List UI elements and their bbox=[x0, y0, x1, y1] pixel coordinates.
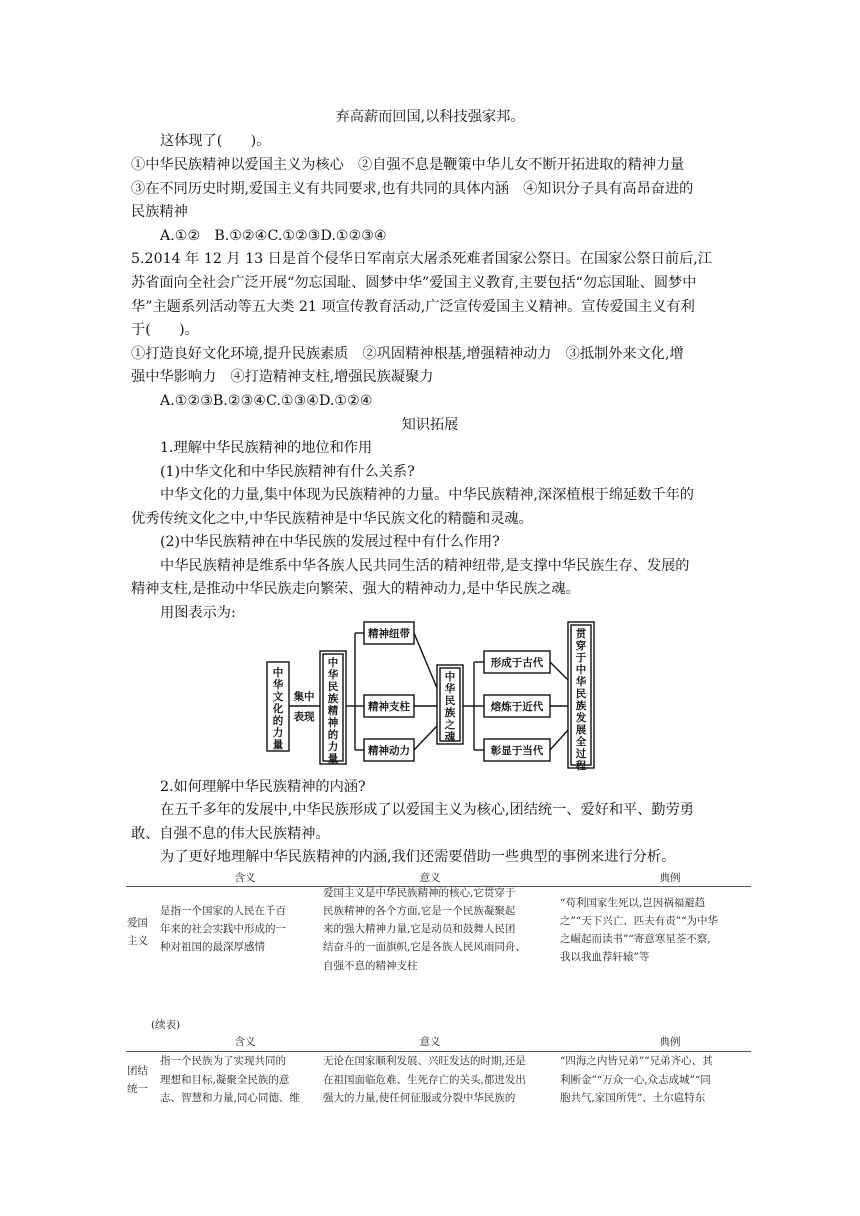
question4-option-line: 民族精神 bbox=[131, 204, 188, 220]
table-cell: 无论在国家顺利发展、兴旺发达的时期,还是 bbox=[323, 1055, 526, 1067]
diagram-label: 华 bbox=[444, 683, 456, 695]
table-cell: 利断金”“万众一心,众志成城”“同 bbox=[560, 1074, 711, 1086]
table-header-meaning: 含义 bbox=[234, 872, 256, 884]
question5-stem: 华”主题系列活动等五大类 21 项宣传教育活动,广泛宣传爱国主义精神。宣传爱国主义有利 bbox=[131, 299, 695, 315]
diagram-label: 力 bbox=[272, 727, 284, 739]
diagram-label: 精神支柱 bbox=[368, 701, 410, 713]
question5-stem: 苏省面向全社会广泛开展“勿忘国耻、圆梦中华”爱国主义教育,主要包括“勿忘国耻、圆梦中 bbox=[131, 275, 697, 291]
diagram-label: 中 bbox=[444, 671, 456, 683]
diagram-label: 发 bbox=[575, 712, 587, 724]
diagram-label: 族 bbox=[444, 707, 456, 719]
diagram-label: 全 bbox=[575, 736, 587, 748]
diagram-label: 族 bbox=[575, 700, 587, 712]
table-header-examples: 典例 bbox=[659, 1036, 681, 1048]
table-header-significance: 意义 bbox=[419, 1036, 441, 1048]
paragraph-line: 精神支柱,是推动中华民族走向繁荣、强大的精神动力,是中华民族之魂。 bbox=[131, 581, 580, 597]
table-cell: 之崛起而读书”“寄意寒星荃不察, bbox=[560, 933, 711, 945]
paragraph-line: 中华文化的力量,集中体现为民族精神的力量。中华民族精神,深深植根于绵延数千年的 bbox=[160, 487, 694, 503]
diagram-label: 族 bbox=[327, 693, 339, 705]
paragraph-line: 中华民族精神是维系中华各族人民共同生活的精神纽带,是支撑中华民族生存、发展的 bbox=[160, 558, 690, 574]
diagram-label: 中 bbox=[272, 667, 284, 679]
question-text: (1)中华文化和中华民族精神有什么关系? bbox=[160, 464, 415, 480]
diagram-label-concentrated: 集中 bbox=[293, 691, 315, 703]
table-header-meaning: 含义 bbox=[234, 1036, 256, 1048]
diagram-label: 民 bbox=[327, 681, 339, 693]
paragraph-line: 敢、自强不息的伟大民族精神。 bbox=[131, 826, 330, 842]
paragraph-line: 在五千多年的发展中,中华民族形成了以爱国主义为核心,团结统一、爱好和平、勤劳勇 bbox=[160, 802, 694, 818]
section-title: 知识拓展 bbox=[401, 417, 459, 433]
diagram-label: 魂 bbox=[444, 731, 456, 743]
table-cell: 理想和目标,凝聚全民族的意 bbox=[160, 1074, 290, 1086]
table-cell: 爱国主义是中华民族精神的核心,它贯穿于 bbox=[323, 887, 516, 899]
diagram-label: 的 bbox=[327, 729, 339, 741]
table-cell: 种对祖国的最深厚感情 bbox=[160, 941, 265, 953]
subheading: 2.如何理解中华民族精神的内涵? bbox=[160, 779, 366, 795]
table-cell: 来的强大精神力量,它是动员和鼓舞人民团 bbox=[323, 923, 516, 935]
diagram-label: 中 bbox=[327, 657, 339, 669]
table-cell: 之”“天下兴亡、匹夫有责”“为中华 bbox=[560, 915, 718, 927]
diagram-label: 过 bbox=[575, 748, 587, 760]
question4-choices: A.①② B.①②④C.①②③D.①②③④ bbox=[160, 228, 387, 244]
question5-choices: A.①②③B.②③④C.①③④D.①②④ bbox=[160, 393, 373, 409]
diagram-label: 化 bbox=[272, 703, 284, 715]
table-cell: 胞共气,家国所凭”、土尔扈特东 bbox=[560, 1092, 706, 1104]
diagram-label: 文 bbox=[272, 691, 284, 703]
diagram-label: 贯 bbox=[575, 628, 587, 640]
question4-option-line: ③在不同历史时期,爱国主义有共同要求,也有共同的具体内涵 ④知识分子具有高昂奋进的 bbox=[131, 181, 694, 197]
question4-option-line: ①中华民族精神以爱国主义为核心 ②自强不息是鞭策中华儿女不断开拓进取的精神力量 bbox=[131, 157, 685, 173]
table-cell: 志、智慧和力量,同心同德、维 bbox=[160, 1092, 300, 1104]
question5-stem: 5.2014 年 12 月 13 日是首个侵华日军南京大屠杀死难者国家公祭日。在国家公祭日前后,江 bbox=[131, 251, 712, 267]
diagram-label: 精神动力 bbox=[368, 745, 410, 757]
diagram-label: 华 bbox=[272, 679, 284, 691]
table-header-significance: 意义 bbox=[419, 872, 441, 884]
paragraph-line: 为了更好地理解中华民族精神的内涵,我们还需要借助一些典型的事例来进行分析。 bbox=[160, 849, 676, 865]
row-label: 团结 bbox=[127, 1065, 148, 1077]
diagram-label: 彰显于当代 bbox=[490, 745, 544, 757]
row-label: 主义 bbox=[127, 935, 148, 947]
table-cell: 指一个民族为了实现共同的 bbox=[160, 1055, 286, 1067]
table-cell: 在祖国面临危难、生死存亡的关头,都迸发出 bbox=[323, 1074, 526, 1086]
diagram-label: 中 bbox=[575, 664, 587, 676]
diagram-label: 量 bbox=[272, 739, 284, 751]
table-cell: “苟利国家生死以,岂因祸福避趋 bbox=[560, 897, 706, 909]
concept-diagram bbox=[260, 618, 600, 774]
diagram-label: 华 bbox=[327, 669, 339, 681]
diagram-label: 形成于古代 bbox=[490, 657, 544, 669]
question-text: (2)中华民族精神在中华民族的发展过程中有什么作用? bbox=[160, 534, 500, 550]
row-label: 统一 bbox=[127, 1083, 148, 1095]
diagram-label: 于 bbox=[575, 652, 587, 664]
diagram-label: 之 bbox=[444, 719, 456, 731]
question5-option-line: 强中华影响力 ④打造精神支柱,增强民族凝聚力 bbox=[131, 369, 434, 385]
table-cell: 年来的社会实践中形成的一 bbox=[160, 923, 286, 935]
row-label: 爱国 bbox=[127, 917, 148, 929]
subheading: 1.理解中华民族精神的地位和作用 bbox=[160, 440, 373, 456]
diagram-label: 量 bbox=[327, 753, 339, 765]
table-cell: 是指一个国家的人民在千百 bbox=[160, 905, 286, 917]
table-cell: 强大的力量,使任何征服或分裂中华民族的 bbox=[323, 1092, 516, 1104]
table-header-examples: 典例 bbox=[659, 872, 681, 884]
question5-option-line: ①打造良好文化环境,提升民族素质 ②巩固精神根基,增强精神动力 ③抵制外来文化,增 bbox=[131, 346, 684, 362]
diagram-label: 的 bbox=[272, 715, 284, 727]
diagram-label: 展 bbox=[575, 724, 587, 736]
diagram-label: 力 bbox=[327, 741, 339, 753]
diagram-label: 民 bbox=[444, 695, 456, 707]
table-cell: 我以我血荐轩辕”等 bbox=[560, 951, 650, 963]
diagram-label-expression: 表现 bbox=[293, 711, 315, 723]
table-cell: 结奋斗的一面旗帜,它是各族人民风雨同舟、 bbox=[323, 941, 526, 953]
diagram-label: 华 bbox=[575, 676, 587, 688]
table-cell: “四海之内皆兄弟”“兄弟齐心、其 bbox=[560, 1055, 713, 1067]
question4-stem-tail: 弃高薪而回国,以科技强家邦。 bbox=[335, 109, 525, 125]
diagram-label: 熔炼于近代 bbox=[490, 701, 544, 713]
question5-stem: 于( )。 bbox=[131, 322, 199, 338]
diagram-label: 精神纽带 bbox=[368, 628, 410, 640]
figure-intro: 用图表示为: bbox=[160, 605, 236, 621]
diagram-label: 神 bbox=[327, 717, 339, 729]
diagram-label: 民 bbox=[575, 688, 587, 700]
diagram-label: 穿 bbox=[575, 640, 587, 652]
table-cell: 自强不息的精神支柱 bbox=[323, 960, 418, 972]
continued-label: (续表) bbox=[151, 1019, 181, 1031]
diagram-label: 程 bbox=[575, 760, 587, 772]
table-cell: 民族精神的各个方面,它是一个民族凝聚起 bbox=[323, 905, 516, 917]
paragraph-line: 优秀传统文化之中,中华民族精神是中华民族文化的精髓和灵魂。 bbox=[131, 511, 533, 527]
question4-prompt: 这体现了( )。 bbox=[160, 133, 271, 149]
diagram-label: 精 bbox=[327, 705, 339, 717]
